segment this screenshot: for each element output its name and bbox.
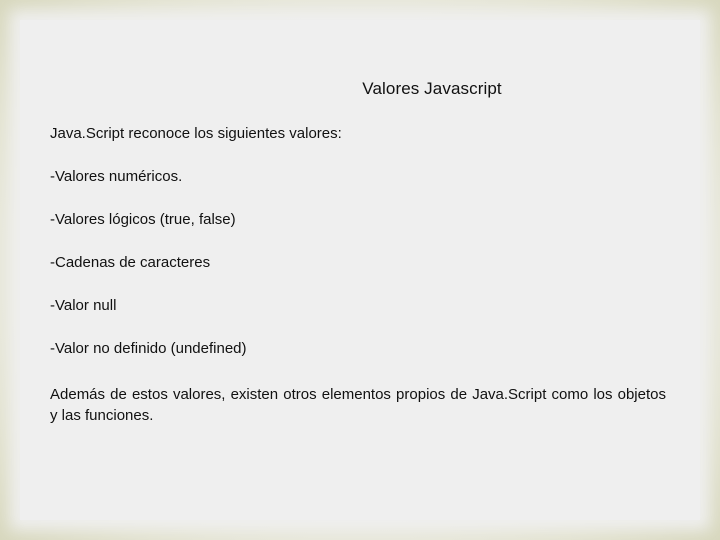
list-item-numeric-values: -Valores numéricos.	[50, 168, 183, 185]
intro-text: Java.Script reconoce los siguientes valores:	[50, 125, 342, 142]
list-item-strings: -Cadenas de caracteres	[50, 254, 211, 271]
slide-title	[0, 79, 720, 99]
slide-title-text: Valores Javascript	[362, 79, 502, 98]
list-item-logical-values: -Valores lógicos (true, false)	[50, 211, 236, 228]
list-item-undefined: -Valor no definido (undefined)	[50, 340, 247, 357]
list-item-null: -Valor null	[50, 297, 117, 314]
closing-paragraph: Además de estos valores, existen otros elementos propios de Java.Script como los objetos y las funciones.	[50, 386, 666, 424]
